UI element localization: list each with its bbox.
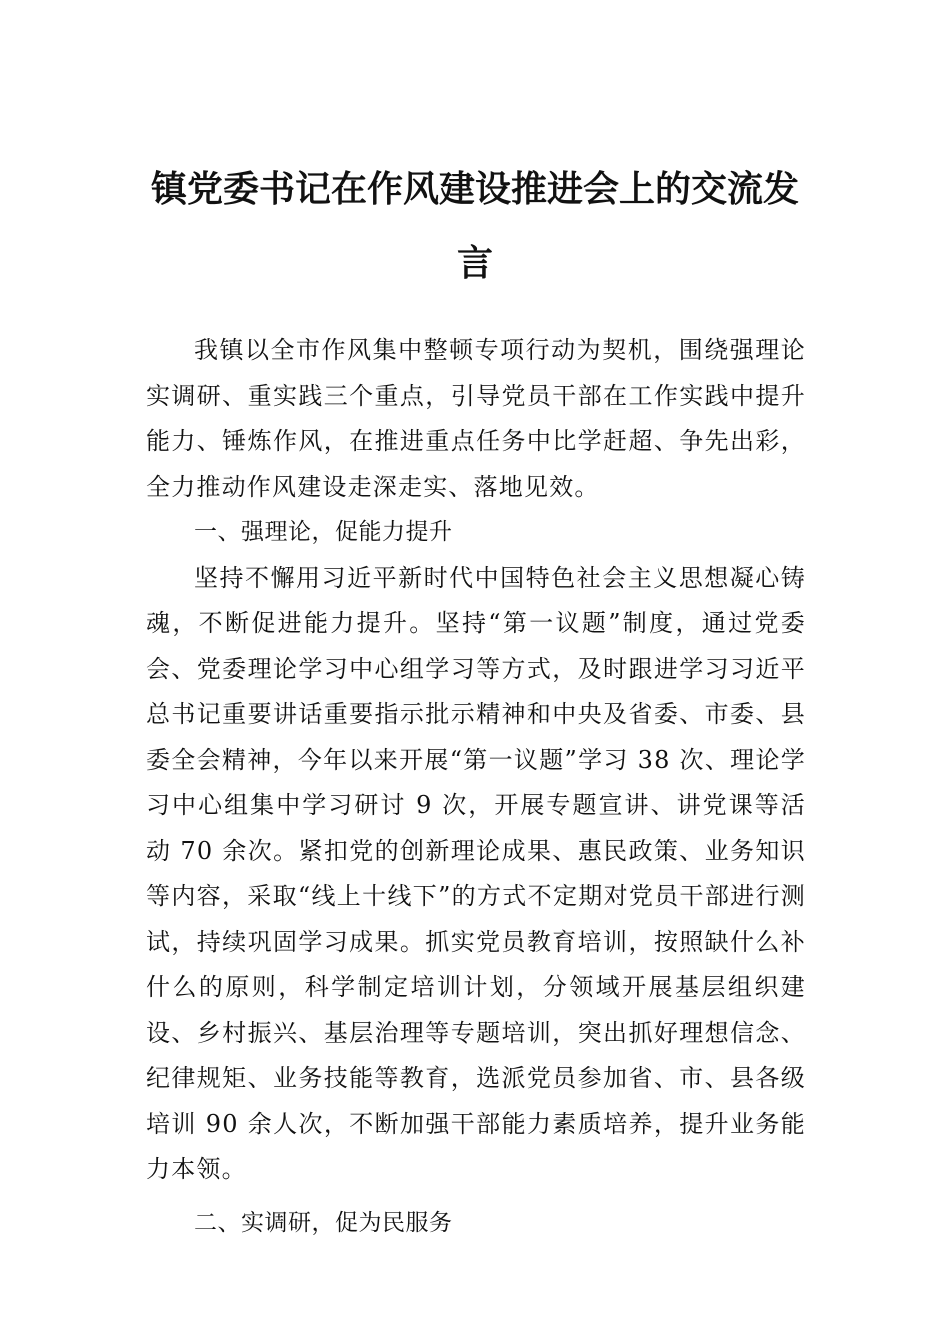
document-body [146, 328, 806, 1246]
section-2-heading: 二、实调研，促为民服务 [194, 1209, 453, 1236]
section-1-paragraph: 坚持不懈用习近平新时代中国特色社会主义思想凝心铸魂，不断促进能力提升。坚持“第一议题”制度，通过党委会、党委理论学习中心组学习等方式，及时跟进学习习近平总书记重要讲话重要指示批示精神和中央及省委、市委、县委全会精神，今年以来开展“第一议题”学习 38 次、理论学习中心组集中学习研讨 9 次，开展专题宣讲、讲党课等活动 70 余次。紧扣党的创新理论成果、惠民政策、业务知识等内容，采取“线上十线下”的方式不定期对党员干部进行测试，持续巩固学习成果。抓实党员教育培训，按照缺什么补什么的原则，科学制定培训计划，分领域开展基层组织建设、乡村振兴、基层治理等专题培训，突出抓好理想信念、纪律规矩、业务技能等教育，选派党员参加省、市、县各级培训 90 余人次，不断加强干部能力素质培养，提升业务能力本领。 [146, 563, 806, 1183]
intro-paragraph: 我镇以全市作风集中整顿专项行动为契机，围绕强理论实调研、重实践三个重点，引导党员干部在工作实践中提升能力、锤炼作风，在推进重点任务中比学赶超、争先出彩，全力推动作风建设走深走实、落地见效。 [146, 336, 806, 501]
section-1-heading: 一、强理论，促能力提升 [194, 519, 453, 545]
document-title: 镇党委书记在作风建设推进会上的交流发言 [150, 168, 799, 284]
